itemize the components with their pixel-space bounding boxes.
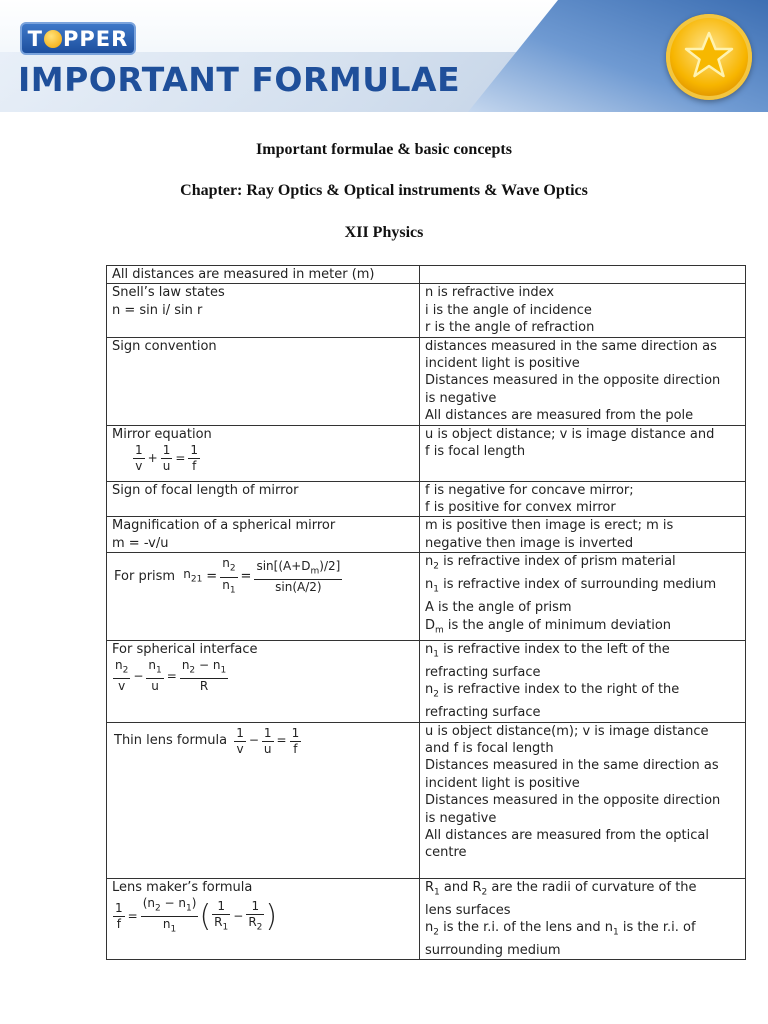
fraction	[246, 899, 264, 935]
symbol-sub: 1	[186, 903, 192, 914]
cell-text: u is object distance; v is image distance and	[425, 426, 715, 442]
symbol-base: n	[222, 577, 230, 592]
cell-text: lens surfaces	[425, 902, 511, 918]
table-row	[107, 481, 746, 517]
cell-text: r is the angle of refraction	[425, 320, 595, 336]
symbol-base: n	[425, 682, 434, 698]
operator: −	[248, 733, 259, 748]
lens-maker-equation	[112, 896, 414, 938]
cell-text: m is positive then image is erect; m is	[425, 518, 674, 534]
cell-text: f is negative for concave mirror;	[425, 482, 634, 498]
n21-symbol	[183, 566, 202, 589]
fraction	[254, 559, 342, 595]
cell-text: incident light is positive	[425, 356, 580, 372]
symbol-base: n	[148, 658, 157, 673]
denominator: v	[118, 679, 126, 694]
symbol-base: n	[115, 658, 123, 673]
symbol-sub: m	[310, 566, 320, 577]
fraction	[180, 658, 228, 694]
denominator: f	[192, 459, 197, 474]
denominator: f	[293, 741, 298, 756]
table-cell	[107, 517, 420, 553]
cell-text	[425, 641, 740, 664]
symbol-base: R	[425, 879, 435, 895]
fraction	[212, 899, 230, 935]
formula-table	[106, 265, 746, 960]
symbol-sub: 2	[433, 561, 439, 572]
denominator	[246, 915, 264, 935]
snell-formula: n = sin i/ sin r	[112, 302, 203, 318]
symbol-sub: 2	[433, 689, 439, 700]
operator: +	[147, 450, 158, 465]
cell-text: refracting surface	[425, 664, 541, 680]
symbol-sub: 1	[229, 585, 236, 596]
cell-text: For prism	[114, 569, 176, 585]
cell-text: Mirror equation	[112, 426, 212, 442]
text-part: is refractive index of surrounding medium	[438, 577, 717, 593]
symbol-sub: 2	[256, 921, 263, 932]
fraction	[146, 658, 163, 694]
fraction	[113, 658, 130, 694]
numerator	[220, 556, 237, 577]
cell-text: is negative	[425, 810, 497, 826]
fraction	[188, 443, 200, 474]
cell-text: Snell’s law states	[112, 285, 225, 301]
fraction	[133, 443, 145, 474]
cell-text	[425, 681, 740, 704]
banner-title: IMPORTANT FORMULAE	[18, 60, 461, 99]
symbol-base: R	[214, 914, 223, 929]
numerator	[180, 658, 228, 679]
table-cell	[107, 266, 420, 284]
table-cell	[420, 284, 746, 337]
denominator	[220, 578, 237, 598]
fraction	[290, 726, 302, 757]
symbol-sub: 1	[434, 887, 440, 898]
symbol-base: n	[162, 917, 171, 932]
operator: −	[133, 668, 144, 683]
fraction	[262, 726, 274, 757]
table-cell	[420, 878, 746, 960]
cell-text: Distances measured in the same direction as	[425, 758, 719, 774]
thin-lens-formula	[112, 723, 414, 757]
cell-text: is negative	[425, 390, 497, 406]
logo-o-circle	[44, 30, 62, 48]
cell-text	[425, 919, 740, 942]
cell-text: Lens maker’s formula	[112, 879, 253, 895]
table-cell	[107, 284, 420, 337]
fraction	[161, 443, 173, 474]
operator: =	[166, 668, 177, 683]
table-row	[107, 640, 746, 722]
table-cell	[107, 640, 420, 722]
symbol-base: n	[222, 556, 230, 571]
cell-text: distances measured in the same direction as	[425, 338, 717, 354]
numerator: 1	[135, 443, 143, 458]
numerator: 1	[115, 901, 123, 916]
numerator	[113, 658, 130, 679]
cell-text: i is the angle of incidence	[425, 302, 592, 318]
cell-text: All distances are measured in meter (m)	[112, 267, 375, 282]
expr-part: − n	[195, 658, 221, 673]
table-cell	[420, 722, 746, 878]
table-cell	[420, 640, 746, 722]
text-part: is refractive index of prism material	[438, 554, 676, 570]
symbol-sub: 1	[222, 921, 229, 932]
table-cell	[420, 553, 746, 640]
table-row	[107, 425, 746, 481]
header-banner	[0, 0, 768, 112]
fraction	[113, 901, 125, 932]
numerator	[254, 559, 342, 580]
table-cell	[420, 266, 746, 284]
class-heading: XII Physics	[344, 224, 424, 241]
denominator: u	[263, 741, 272, 756]
numerator	[146, 658, 163, 679]
numerator: 1	[236, 725, 244, 740]
operator: −	[233, 909, 244, 924]
symbol-sub: 1	[220, 665, 227, 676]
text-part: is the r.i. of	[618, 919, 696, 935]
logo-letters: PPER	[63, 26, 129, 51]
expr-part: )/2]	[319, 558, 341, 573]
symbol-base: D	[425, 617, 436, 633]
cell-text: Magnification of a spherical mirror	[112, 518, 336, 534]
symbol-base: n	[181, 658, 190, 673]
text-part: is the angle of minimum deviation	[443, 617, 672, 633]
prism-formula	[112, 553, 414, 598]
table-row	[107, 266, 746, 284]
cell-text: A is the angle of prism	[425, 600, 572, 616]
topper-logo	[20, 22, 136, 55]
table-cell	[107, 425, 420, 481]
denominator	[141, 917, 199, 937]
denominator: R	[199, 679, 209, 694]
magnification-formula: m = -v/u	[112, 535, 169, 551]
text-part: are the radii of curvature of the	[487, 879, 697, 895]
symbol-base: n	[425, 641, 434, 657]
cell-text	[425, 879, 740, 902]
fraction	[234, 726, 246, 757]
numerator: 1	[246, 899, 264, 915]
symbol-sub: 1	[156, 665, 162, 676]
denominator: sin(A/2)	[275, 580, 322, 595]
numerator: 1	[263, 725, 272, 740]
fraction	[220, 556, 237, 598]
table-cell	[420, 337, 746, 425]
cell-text: Sign convention	[112, 338, 217, 354]
cell-text: Sign of focal length of mirror	[112, 482, 299, 498]
cell-text: f is focal length	[425, 444, 526, 460]
table-row	[107, 284, 746, 337]
symbol-sub: 1	[433, 649, 439, 660]
denominator: u	[162, 459, 171, 474]
cell-text: refracting surface	[425, 705, 541, 721]
table-cell	[107, 878, 420, 960]
cell-text: surrounding medium	[425, 942, 561, 958]
table-row	[107, 553, 746, 640]
table-cell	[107, 553, 420, 640]
numerator	[141, 896, 199, 917]
right-paren: )	[265, 898, 278, 934]
table-cell	[420, 425, 746, 481]
chapter-heading: Chapter: Ray Optics & Optical instruments & Wave Optics	[180, 182, 588, 199]
symbol-sub: 2	[155, 903, 161, 914]
denominator: v	[236, 741, 244, 756]
symbol-sub: 2	[481, 887, 488, 898]
expr-part: )	[191, 895, 197, 910]
numerator: 1	[291, 725, 300, 740]
cell-text: n is refractive index	[425, 285, 555, 301]
operator: =	[276, 733, 287, 748]
table-cell	[107, 337, 420, 425]
cell-text: All distances are measured from the optical	[425, 827, 709, 843]
mirror-equation	[112, 443, 414, 474]
symbol-sub: 2	[229, 563, 236, 574]
denominator	[212, 915, 230, 935]
spherical-interface-formula	[112, 658, 414, 694]
numerator: 1	[162, 443, 171, 458]
expr-part: sin[(A+D	[256, 558, 311, 573]
symbol-sub: 1	[170, 924, 177, 935]
denominator: v	[135, 459, 143, 474]
cell-text	[425, 617, 740, 640]
symbol-sub: 1	[433, 584, 439, 595]
cell-text: u is object distance(m); v is image distance	[425, 723, 709, 739]
table-cell	[107, 722, 420, 878]
symbol-sub: m	[435, 625, 444, 636]
text-part: is refractive index to the right of the	[438, 682, 680, 698]
symbol-base: n	[425, 919, 434, 935]
numerator: 1	[212, 899, 230, 915]
denominator: f	[116, 917, 121, 932]
table-cell	[420, 481, 746, 517]
table-row	[107, 517, 746, 553]
operator: =	[240, 569, 252, 585]
cell-text: incident light is positive	[425, 775, 580, 791]
symbol-sub: 2	[189, 665, 196, 676]
cell-text	[425, 553, 740, 576]
logo-text	[28, 27, 129, 51]
star-medal-icon	[666, 14, 752, 100]
operator: =	[127, 909, 138, 924]
thin-lens-equation	[233, 725, 302, 756]
cell-text: centre	[425, 845, 467, 861]
table-cell	[420, 517, 746, 553]
symbol-sub: 21	[190, 574, 203, 585]
symbol-base: n	[425, 577, 434, 593]
document-title: Important formulae & basic concepts	[256, 141, 512, 158]
symbol-sub: 2	[433, 927, 439, 938]
logo-letter-t: T	[27, 26, 43, 51]
text-part: and R	[439, 879, 482, 895]
cell-text: Distances measured in the opposite direction	[425, 373, 721, 389]
symbol-sub: 2	[122, 665, 129, 676]
text-part: is the r.i. of the lens and n	[438, 919, 613, 935]
table-row	[107, 337, 746, 425]
star-icon	[683, 30, 735, 82]
operator: =	[175, 450, 186, 465]
cell-text: Thin lens formula	[114, 733, 228, 749]
cell-text: negative then image is inverted	[425, 535, 634, 551]
symbol-sub: 1	[612, 927, 619, 938]
cell-text: All distances are measured from the pole	[425, 408, 694, 424]
expr-part: (n	[142, 895, 155, 910]
cell-text	[425, 576, 740, 599]
fraction	[141, 896, 199, 938]
cell-text: and f is focal length	[425, 740, 554, 756]
cell-text: Distances measured in the opposite direction	[425, 793, 721, 809]
expr-part: − n	[160, 895, 187, 910]
denominator: u	[151, 679, 159, 694]
table-row	[107, 722, 746, 878]
cell-text: f is positive for convex mirror	[425, 500, 616, 516]
numerator: 1	[190, 443, 199, 458]
operator: =	[206, 569, 218, 585]
text-part: is refractive index to the left of the	[438, 641, 670, 657]
symbol-base: n	[183, 566, 191, 581]
symbol-base: n	[425, 554, 434, 570]
table-row	[107, 878, 746, 960]
cell-text: For spherical interface	[112, 641, 258, 657]
table-cell	[107, 481, 420, 517]
symbol-base: R	[248, 914, 257, 929]
left-paren: (	[199, 898, 212, 934]
